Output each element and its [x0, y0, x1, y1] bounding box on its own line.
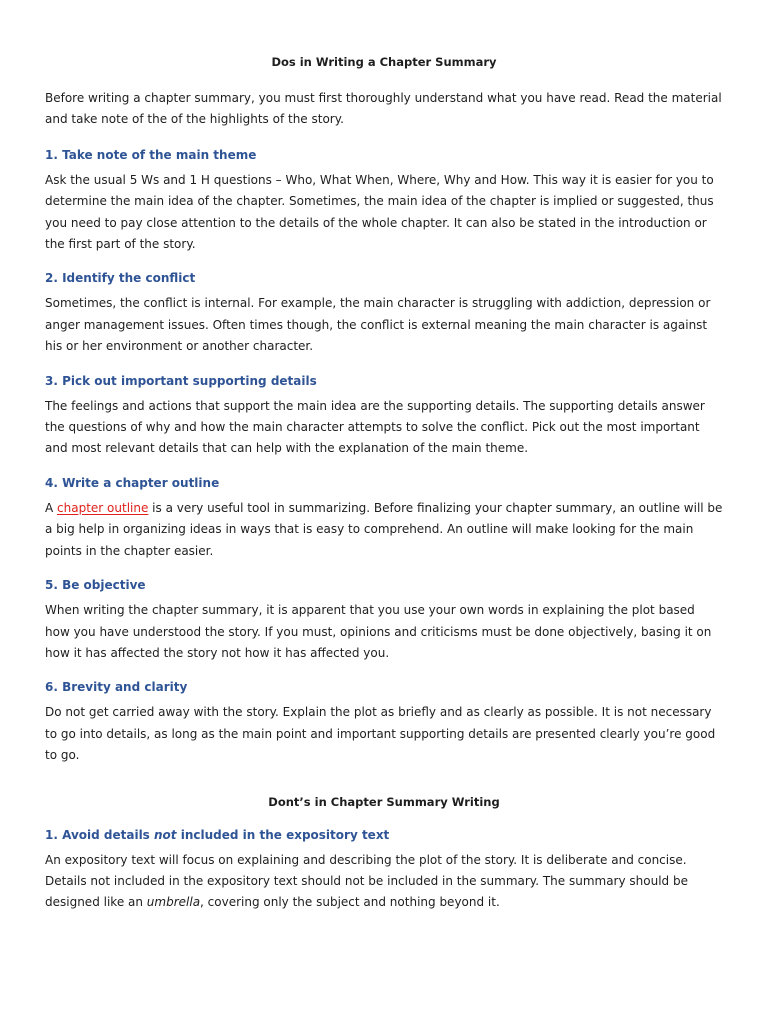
section-body-chapter-outline	[45, 498, 723, 562]
donts-heading-prefix: 1. Avoid details	[45, 827, 155, 842]
section-heading-objective: 5. Be objective	[45, 578, 146, 593]
intro-paragraph: Before writing a chapter summary, you must first thoroughly understand what you have read. Read the material and take note of the of the highlights of the story.	[45, 91, 722, 127]
donts-heading-suffix: included in the expository text	[176, 827, 390, 842]
donts-body-suffix: , covering only the subject and nothing beyond it.	[200, 895, 500, 910]
chapter-outline-link[interactable]: chapter outline	[57, 500, 149, 515]
donts-heading-em: not	[154, 827, 177, 842]
section-heading-main-theme: 1. Take note of the main theme	[45, 147, 257, 162]
section-body-conflict: Sometimes, the conflict is internal. For example, the main character is struggling with addiction, depression or anger management issues. Often times though, the conflict is external meaning the main character is against his or her environment or another character.	[45, 296, 711, 354]
section-heading-supporting-details: 3. Pick out important supporting details	[45, 373, 317, 388]
section-body-objective: When writing the chapter summary, it is apparent that you use your own words in explaining the plot based how you have understood the story. If you must, opinions and criticisms must be done objectively, basing it on how it has affected the story not how it has affected you.	[45, 603, 712, 660]
donts-title: Dont’s in Chapter Summary Writing	[268, 794, 500, 809]
donts-body-avoid-details	[45, 850, 723, 914]
donts-body-prefix: An expository text will focus on explaining and describing the plot of the story. It is deliberate and concise. Details not included in the expository text should not be included in the summary. The summary should be designed like an	[45, 852, 688, 910]
section-body-brevity: Do not get carried away with the story. Explain the plot as briefly and as clearly as possible. It is not necessary to go into details, as long as the main point and important supporting details are presented clearly you’re good to go.	[45, 705, 716, 763]
section-heading-brevity: 6. Brevity and clarity	[45, 680, 188, 695]
donts-heading-avoid-details	[45, 827, 723, 843]
section-heading-chapter-outline: 4. Write a chapter outline	[45, 475, 220, 490]
section-heading-conflict: 2. Identify the conflict	[45, 271, 196, 286]
donts-body-em: umbrella	[146, 895, 201, 910]
section-body-supporting-details: The feelings and actions that support the main idea are the supporting details. The supporting details answer the questions of why and how the main character attempts to solve the conflict. Pick out the most important and most relevant details that can help with the explanation of the main theme.	[45, 398, 705, 456]
outline-body-prefix: A	[45, 500, 58, 515]
outline-body-suffix: is a very useful tool in summarizing. Before finalizing your chapter summary, an outline will be a big help in organizing ideas in ways that is easy to comprehend. An outline will make looking for the main points in the chapter easier.	[45, 500, 723, 558]
page-title: Dos in Writing a Chapter Summary	[271, 55, 497, 69]
section-body-main-theme: Ask the usual 5 Ws and 1 H questions – Who, What When, Where, Why and How. This way it is easier for you to determine the main idea of the chapter. Sometimes, the main idea of the chapter is implied or suggested, thus you need to pay close attention to the details of the whole chapter. It can also be stated in the introduction or the first part of the story.	[45, 172, 714, 252]
